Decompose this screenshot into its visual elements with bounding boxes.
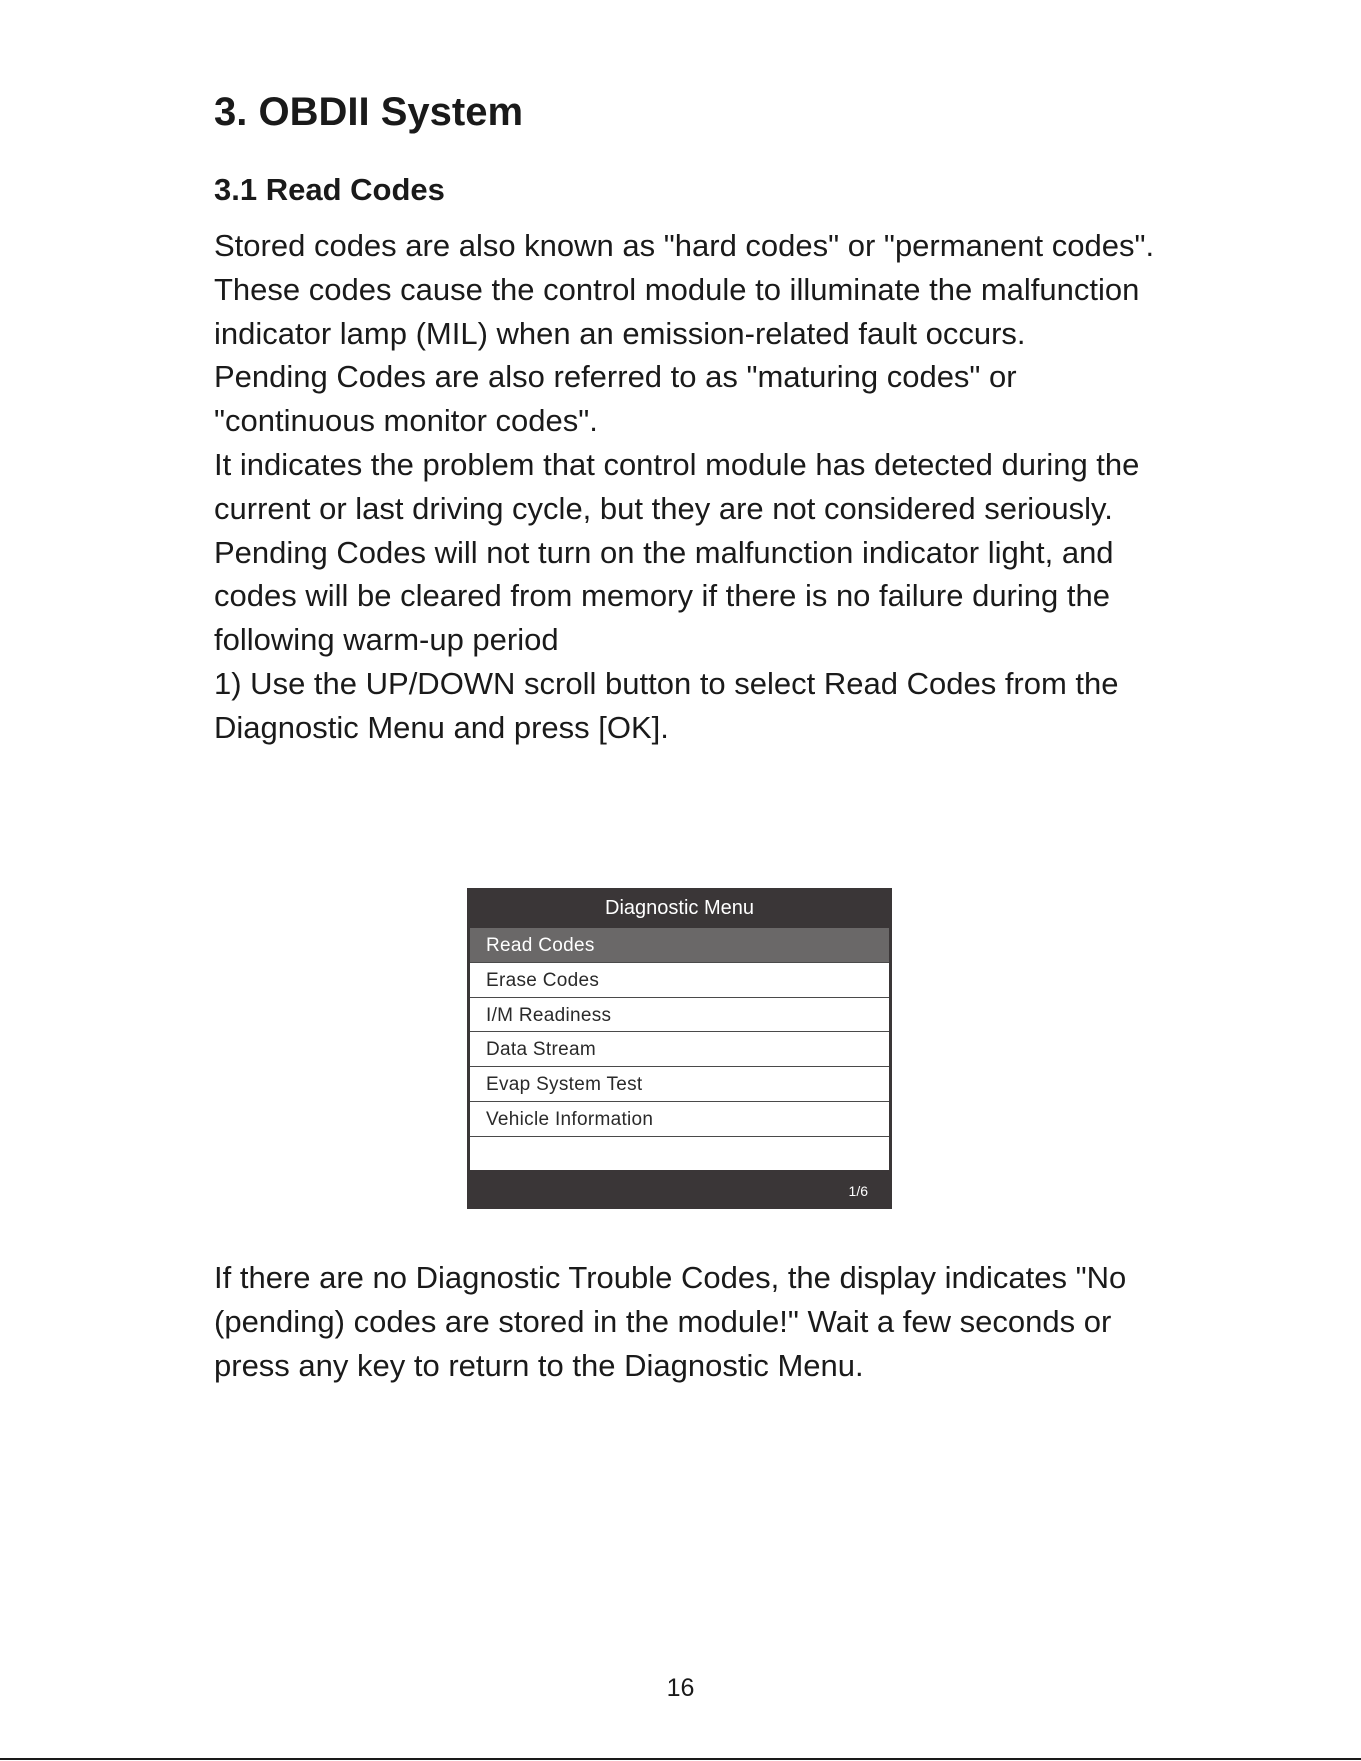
menu-item-evap-system-test[interactable]: Evap System Test [470, 1067, 889, 1102]
paragraph-pending-mil: Pending Codes will not turn on the malfunction indicator light, and codes will be cleared from memory if there is no failure during the following warm-up period [214, 534, 1114, 658]
device-screen-title: Diagnostic Menu [605, 897, 754, 919]
paragraph-problem-detected: It indicates the problem that control module has detected during the current or last driving cycle, but they are not considered seriously. [214, 446, 1140, 526]
paragraph-step-1: 1) Use the UP/DOWN scroll button to select Read Codes from the Diagnostic Menu and press [OK]. [214, 665, 1119, 745]
menu-item-vehicle-information[interactable]: Vehicle Information [470, 1102, 889, 1137]
section-heading: 3. OBDII System [214, 90, 524, 134]
subsection-heading: 3.1 Read Codes [214, 172, 445, 207]
page-indicator: 1/6 [848, 1183, 868, 1199]
menu-item-im-readiness[interactable]: I/M Readiness [470, 998, 889, 1033]
paragraph-pending-codes: Pending Codes are also referred to as "maturing codes" or "continuous monitor codes". [214, 359, 1017, 439]
paragraph-stored-codes: Stored codes are also known as "hard codes" or "permanent codes". These codes cause the control module to illuminate the malfunction indicator lamp (MIL) when an emission-related fault occurs. [214, 228, 1155, 351]
menu-item-empty [470, 1137, 889, 1170]
diagnostic-menu [470, 928, 889, 1170]
menu-item-data-stream[interactable]: Data Stream [470, 1032, 889, 1067]
bottom-rule [0, 1758, 1361, 1760]
menu-item-erase-codes[interactable]: Erase Codes [470, 963, 889, 998]
no-codes-text [214, 1256, 1174, 1387]
device-screen [467, 888, 892, 1209]
intro-text [214, 224, 1174, 750]
menu-item-read-codes[interactable]: Read Codes [470, 928, 889, 963]
device-screen-footer [467, 1173, 892, 1209]
page-number: 16 [666, 1674, 695, 1702]
paragraph-no-codes: If there are no Diagnostic Trouble Codes, the display indicates "No (pending) codes are stored in the module!" Wait a few seconds or press any key to return to the Diagnostic Menu. [214, 1260, 1127, 1383]
